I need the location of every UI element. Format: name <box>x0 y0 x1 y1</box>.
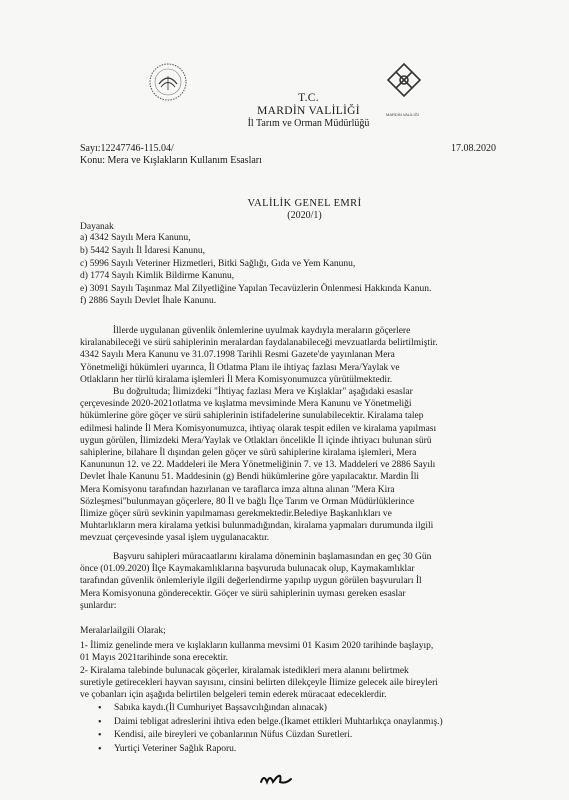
paragraph-line: 1- İlimiz genelinde mera ve kışlakların kullanma mevsimi 01 Kasım 2020 tarihinde başlayıp, <box>80 641 434 651</box>
paragraph-line: suretiyle getirecekleri hayvan sayısını, cinsini belirten dilekçeyle İlimize gelecek aile bireyleri <box>80 678 438 689</box>
basis-label: Dayanak <box>80 222 114 232</box>
initials-signature <box>258 770 294 788</box>
paragraph-line: önce (01.09.2020) İlçe Kaymakamlıklarına başvuruda bulunacak olup, Kaymakamlıklar <box>80 564 415 575</box>
document-number: Sayı:12247746-115.04/ <box>80 143 174 154</box>
paragraph-line: tarafından güvenlik önlemleriyle ilgili değerlendirme yapılıp uygun görülen başvuruları İl <box>80 576 422 587</box>
section-title: Meralarlailgili Olarak; <box>80 626 166 636</box>
paragraph-line: Başvuru sahipleri müracaatlarını kiralama döneminin başlamasından en geç 30 Gün <box>113 552 432 562</box>
paragraph-line: 01 Mayıs 2021tarihinde sona erecektir. <box>80 653 229 664</box>
header-governorship: MARDİN VALİLİĞİ <box>257 105 360 117</box>
paragraph-line: sahiplerine, bilahare İl dışından gelen göçer ve sürü sahiplerine kiralama işlemleri, Mera <box>80 448 417 459</box>
document-date: 17.08.2020 <box>451 143 496 154</box>
paragraph-line: çerçevesinde 2020-2021otlatma ve kışlatma mevsiminde Mera Kanunu ve Yönetmeliği <box>80 399 412 410</box>
paragraph-accordingly <box>80 386 512 545</box>
paragraph-line: 2- Kiralama talebinde bulunacak göçerler, kiralamak istedikleri mera alanını belirtmek <box>80 666 409 676</box>
paragraph-line: 4342 Sayılı Mera Kanunu ve 31.07.1998 Tarihli Resmi Gazete'de yayınlanan Mera <box>80 350 395 361</box>
header-directorate: İl Tarım ve Orman Müdürlüğü <box>247 118 370 129</box>
order-title: VALİLİK GENEL EMRİ <box>247 198 362 209</box>
rule-2 <box>80 665 512 702</box>
list-item: • Sabıka kaydı.(İl Cumhuriyet Başsavcılığından alınacak) <box>80 702 443 716</box>
document-subject: Konu: Mera ve Kışlakların Kullanım Esasları <box>80 155 262 166</box>
list-item: • Daimi tebligat adreslerini ihtiva eden belge.(İkamet ettikleri Muhtarlıkça onaylanmış.) <box>80 716 443 730</box>
paragraph-line: Otlakların her türlü kiralama işlemleri İl Mera Komisyonumuzca yürütülmektedir. <box>80 374 393 385</box>
paragraph-line: edilmesi halinde İl Mera Komisyonumuzca, ihtiyaç olarak tespit edilen ve kiralama yapılması <box>80 423 437 434</box>
list-item: • Yurtiçi Veteriner Sağlık Raporu. <box>80 743 443 757</box>
rule-1 <box>80 640 512 664</box>
paragraph-line: Mera Komisyonuna gönderecektir. Göçer ve sürü sahiplerinin uyması gereken esaslar <box>80 588 406 599</box>
right-logo-caption: MARDİN VALİLİĞİ <box>386 112 419 117</box>
basis-item: b) 5442 Sayılı İl İdaresi Kanunu, <box>80 246 206 256</box>
paragraph-line: Kanununun 12. ve 22. Maddeleri ile Mera Yönetmeliğinin 7. ve 13. Maddeleri ve 2886 Sayılı <box>80 460 436 471</box>
paragraph-line: kiralanabileceği ve sürü sahiplerinin meralardan faydalanabileceği mevzuatlarda belirtilmiştir. <box>80 338 438 349</box>
header-tc: T.C. <box>298 92 319 104</box>
required-documents-list <box>80 702 443 756</box>
basis-item: a) 4342 Sayılı Mera Kanunu, <box>80 233 191 243</box>
order-number: (2020/1) <box>287 210 322 221</box>
list-item: • Kendisi, aile bireyleri ve çobanlarının Nüfus Cüzdan Suretleri. <box>80 729 443 743</box>
paragraph-line: Mera Komisyonu tarafından hazırlanan ve taraflarca imza altına alınan "Mera Kira <box>80 484 395 495</box>
paragraph-line: mevzuat çerçevesinde yasal işlem uygulanacaktır. <box>80 533 270 544</box>
paragraph-line: İllerde uygulanan güvenlik önlemlerine uyulmak kaydıyla meraların göçerlere <box>113 326 411 336</box>
paragraph-line: Sözleşmesi"bulunmayan göçerlere, 80 İl ve bağlı İlçe Tarım ve Orman Müdürlüklerince <box>80 496 415 507</box>
basis-item: f) 2886 Sayılı Devlet İhale Kanunu. <box>80 296 217 306</box>
paragraph-intro <box>80 325 512 386</box>
paragraph-line: İlimize göçer sürü sevkinin yapılmaması gerekmektedir.Belediye Başkanlıkları ve <box>80 509 392 520</box>
paragraph-line: Devlet İhale Kanunu 51. Maddesinin (g) Bendi hükümlerine göre yapılacaktır. Mardin İli <box>80 472 420 483</box>
paragraph-line: Yönetmeliği hükümleri uyarınca, İl Otlatma Planı ile ihtiyaç fazlası Mera/Yaylak ve <box>80 362 400 373</box>
paragraph-line: Muhtarlıkların mera kiralama yetkisi bulunmadığından, kiralama yapmaları durumunda ilgili <box>80 521 434 532</box>
paragraph-application <box>80 551 512 612</box>
paragraph-line: ve çobanları için aşağıda belirtilen belgeleri temin ederek müracaat edeceklerdir. <box>80 690 387 701</box>
paragraph-line: şunlardır: <box>80 600 117 611</box>
basis-item: d) 1774 Sayılı Kimlik Bildirme Kanunu, <box>80 271 235 281</box>
basis-item: c) 5996 Sayılı Veteriner Hizmetleri, Bitki Sağlığı, Gıda ve Yem Kanunu, <box>80 259 356 269</box>
basis-item: e) 3091 Sayılı Taşınmaz Mal Zilyetliğine Yapılan Tecavüzlerin Önlenmesi Hakkında Kanun. <box>80 284 432 294</box>
paragraph-line: hükümlerine göre göçer ve sürü sahiplerinin istifadelerine sunulabilecektir. Kiralama talep <box>80 411 424 422</box>
paragraph-line: Bu doğrultuda; İlimizdeki "İhtiyaç fazlası Mera ve Kışlaklar" aşağıdaki esaslar <box>113 387 413 397</box>
paragraph-line: uygun görülen, İlimizdeki Mera/Yaylak ve Otlakları öncelikle İl içinde ihtiyacı bulunan sürü <box>80 435 432 446</box>
